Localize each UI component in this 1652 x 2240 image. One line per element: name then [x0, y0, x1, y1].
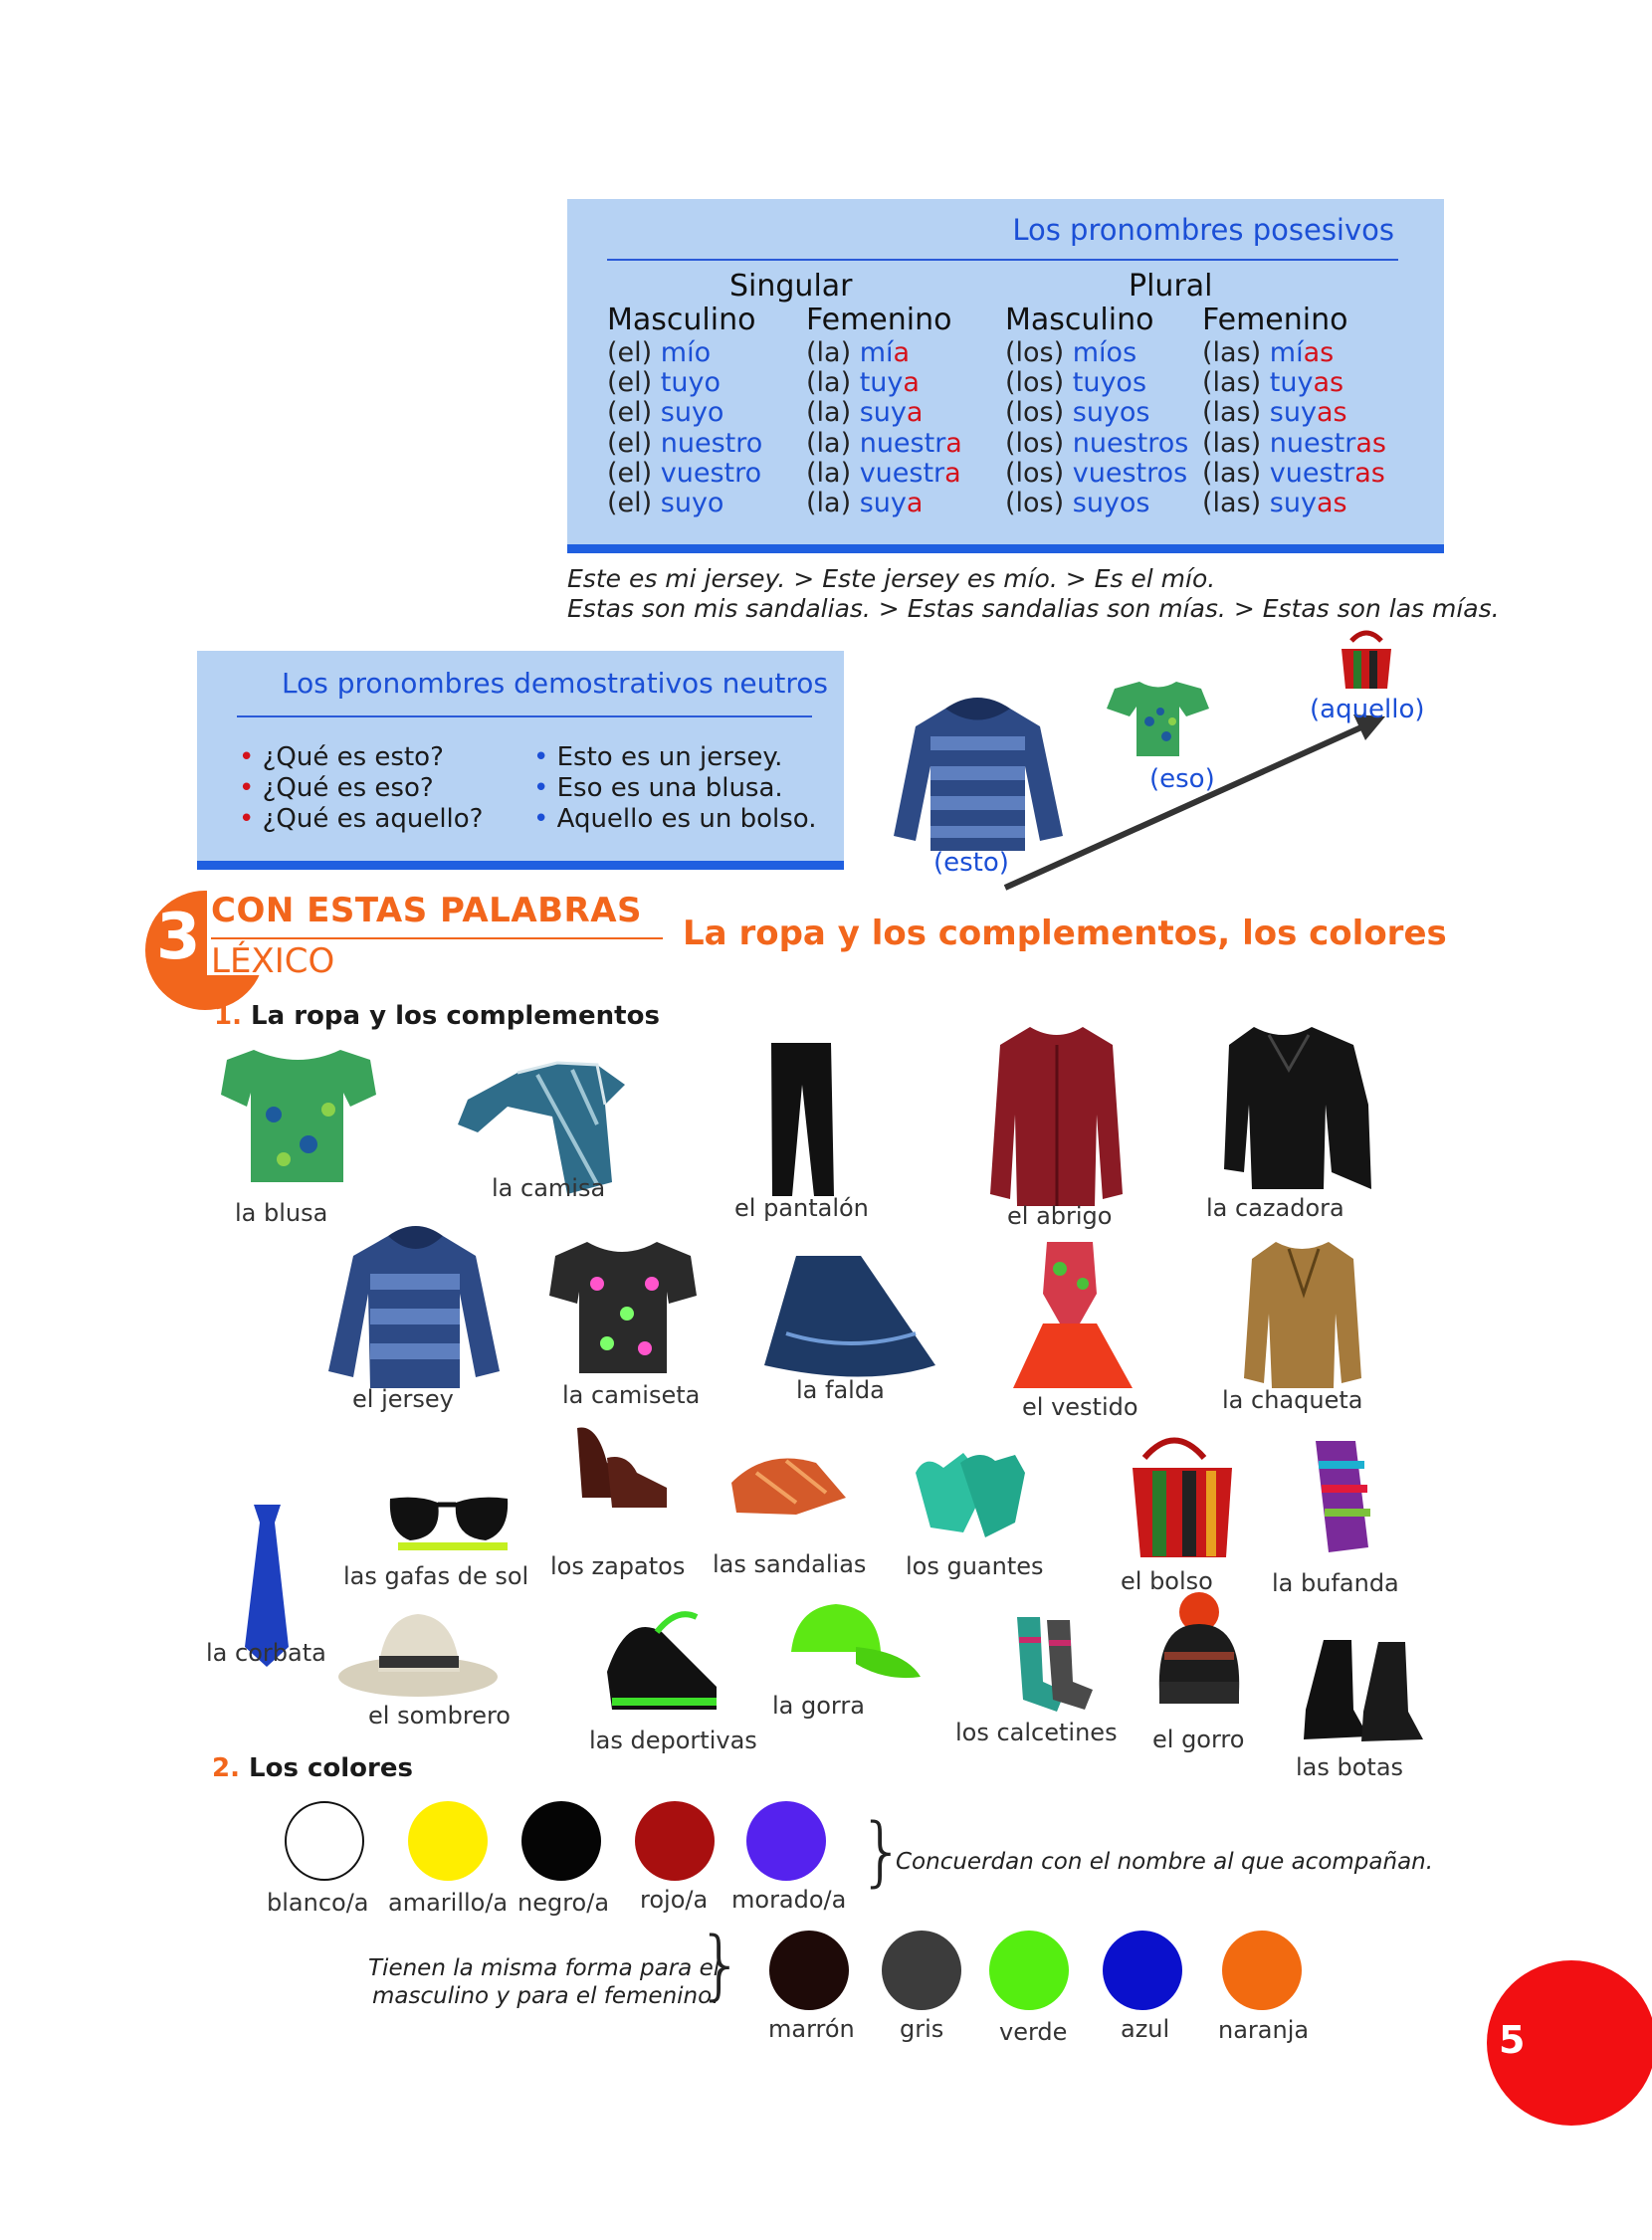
- hat-icon: [338, 1614, 498, 1697]
- colors-heading: 2. Los colores: [212, 1753, 413, 1783]
- swatch-azul: [1103, 1931, 1182, 2010]
- clothing-label-bufanda: la bufanda: [1272, 1569, 1399, 1597]
- swatch-blanco: [285, 1801, 364, 1881]
- col-head-plur-fem: Femenino: [1202, 303, 1348, 337]
- clothing-label-camisa: la camisa: [492, 1174, 606, 1202]
- possessive-form: (el) tuyo: [607, 367, 721, 399]
- possessive-form: (los) nuestros: [1005, 427, 1189, 459]
- possessive-form: (la) vuestra: [806, 457, 961, 489]
- swatch-marron: [769, 1931, 849, 2010]
- col-head-sing-fem: Femenino: [806, 303, 952, 337]
- sandals-icon: [731, 1459, 846, 1516]
- clothing-label-bolso: el bolso: [1121, 1567, 1213, 1595]
- color-label-marron: marrón: [768, 2015, 855, 2043]
- sneakers-icon: [607, 1614, 717, 1710]
- clothing-label-gorro: el gorro: [1152, 1726, 1245, 1753]
- swatch-amarillo: [408, 1801, 488, 1881]
- possessive-form: (las) tuyas: [1202, 367, 1344, 399]
- jacket-icon: [1224, 1027, 1371, 1189]
- possessive-form: (el) suyo: [607, 488, 724, 519]
- color-label-morado: morado/a: [731, 1886, 847, 1914]
- possessive-form: (las) suyas: [1202, 397, 1347, 429]
- example-sentence-1: Este es mi jersey. > Este jersey es mío. > Es el mío.: [567, 564, 1216, 593]
- demonstrative-title: Los pronombres demostrativos neutros: [282, 667, 828, 700]
- swatch-rojo: [635, 1801, 715, 1881]
- clothing-label-zapatos: los zapatos: [550, 1552, 686, 1580]
- shoes-icon: [577, 1427, 667, 1508]
- possessive-form: (las) vuestras: [1202, 457, 1385, 489]
- example-sentence-2: Estas son mis sandalias. > Estas sandalias son mías. > Estas son las mías.: [567, 594, 1500, 623]
- col-head-sing-masc: Masculino: [607, 303, 756, 337]
- question-item: • ¿Qué es aquello?: [239, 804, 484, 834]
- clothing-label-cazadora: la cazadora: [1206, 1194, 1344, 1222]
- brace-icon: }: [858, 1806, 907, 1895]
- question-item: • ¿Qué es esto?: [239, 742, 444, 772]
- section-heading: La ropa y los complementos, los colores: [683, 914, 1447, 953]
- possessive-form: (el) mío: [607, 337, 712, 368]
- sunglasses-icon: [390, 1498, 508, 1550]
- handbag-icon: [1133, 1441, 1232, 1558]
- clothing-label-sombrero: el sombrero: [368, 1702, 511, 1730]
- variable-colors-note: Concuerdan con el nombre al que acompañan.: [896, 1849, 1434, 1875]
- clothing-label-botas: las botas: [1296, 1753, 1404, 1781]
- clothing-label-falda: la falda: [796, 1376, 885, 1404]
- gloves-icon: [916, 1453, 1025, 1537]
- possessive-form: (el) suyo: [607, 397, 724, 429]
- color-label-blanco: blanco/a: [267, 1889, 369, 1917]
- question-item: • ¿Qué es eso?: [239, 773, 434, 803]
- color-label-negro: negro/a: [517, 1889, 610, 1917]
- possessive-form: (los) míos: [1005, 337, 1137, 368]
- brace-icon: }: [697, 1920, 745, 2008]
- possessive-form: (las) nuestras: [1202, 427, 1386, 459]
- clothing-label-gafas: las gafas de sol: [343, 1562, 529, 1590]
- possessive-form: (los) suyos: [1005, 488, 1150, 519]
- clothing-label-pantalon: el pantalón: [734, 1194, 869, 1222]
- clothing-heading: 1. La ropa y los complementos: [214, 1001, 660, 1031]
- possessive-title: Los pronombres posesivos: [1012, 213, 1394, 247]
- label-aquello: (aquello): [1310, 695, 1425, 724]
- beanie-icon: [1159, 1592, 1239, 1704]
- clothing-label-chaqueta: la chaqueta: [1222, 1386, 1363, 1414]
- col-head-plur-masc: Masculino: [1005, 303, 1154, 337]
- swatch-negro: [521, 1801, 601, 1881]
- answer-item: • Eso es una blusa.: [533, 773, 783, 803]
- skirt-icon: [764, 1256, 935, 1377]
- jersey-icon: [328, 1226, 500, 1388]
- clothing-label-sandalias: las sandalias: [713, 1550, 867, 1578]
- color-label-amarillo: amarillo/a: [388, 1889, 509, 1917]
- color-label-azul: azul: [1121, 2015, 1170, 2043]
- swatch-verde: [989, 1931, 1069, 2010]
- color-label-naranja: naranja: [1218, 2016, 1310, 2044]
- possessive-form: (los) suyos: [1005, 397, 1150, 429]
- section-title: CON ESTAS PALABRAS: [211, 891, 643, 930]
- clothing-label-vestido: el vestido: [1022, 1393, 1138, 1421]
- section-subtitle: LÉXICO: [211, 941, 335, 981]
- possessive-form: (las) mías: [1202, 337, 1335, 368]
- coat-icon: [990, 1027, 1123, 1206]
- clothing-label-jersey: el jersey: [352, 1385, 454, 1413]
- color-label-rojo: rojo/a: [640, 1886, 709, 1914]
- trousers-icon: [771, 1043, 834, 1196]
- swatch-gris: [882, 1931, 961, 2010]
- color-label-gris: gris: [900, 2015, 944, 2043]
- invariable-note-line-2: masculino y para el femenino.: [372, 1983, 720, 2009]
- clothing-label-camiseta: la camiseta: [562, 1381, 701, 1409]
- swatch-naranja: [1222, 1931, 1302, 2010]
- color-label-verde: verde: [999, 2018, 1068, 2046]
- page-number: 5: [1499, 2018, 1526, 2062]
- scarf-icon: [1316, 1441, 1370, 1552]
- possessive-form: (la) mía: [806, 337, 911, 368]
- tshirt-icon: [549, 1242, 697, 1373]
- invariable-note-line-1: Tienen la misma forma para el: [368, 1955, 721, 1981]
- blazer-icon: [1244, 1242, 1361, 1388]
- possessive-form: (los) tuyos: [1005, 367, 1147, 399]
- singular-heading: Singular: [729, 269, 853, 304]
- label-eso: (eso): [1149, 764, 1215, 794]
- boots-icon: [1304, 1640, 1423, 1741]
- clothing-label-calcetines: los calcetines: [955, 1719, 1118, 1746]
- clothing-label-abrigo: el abrigo: [1007, 1202, 1113, 1230]
- clothing-label-blusa: la blusa: [235, 1199, 328, 1227]
- plural-heading: Plural: [1129, 269, 1213, 304]
- swatch-morado: [746, 1801, 826, 1881]
- blouse-icon: [221, 1050, 376, 1182]
- clothing-label-guantes: los guantes: [906, 1552, 1044, 1580]
- cap-icon: [791, 1604, 921, 1678]
- possessive-form: (el) nuestro: [607, 427, 763, 459]
- clothing-label-deportivas: las deportivas: [589, 1727, 757, 1754]
- clothing-label-gorra: la gorra: [772, 1692, 865, 1720]
- possessive-form: (la) nuestra: [806, 427, 962, 459]
- answer-item: • Aquello es un bolso.: [533, 804, 817, 834]
- socks-icon: [1017, 1617, 1093, 1712]
- label-esto: (esto): [933, 848, 1009, 878]
- possessive-form: (la) suya: [806, 397, 924, 429]
- possessive-form: (los) vuestros: [1005, 457, 1188, 489]
- possessive-form: (las) suyas: [1202, 488, 1347, 519]
- possessive-form: (la) tuya: [806, 367, 920, 399]
- possessive-form: (la) suya: [806, 488, 924, 519]
- possessive-form: (el) vuestro: [607, 457, 762, 489]
- section-number: 3: [156, 901, 201, 974]
- dress-icon: [1013, 1242, 1133, 1388]
- clothing-label-corbata: la corbata: [206, 1639, 326, 1667]
- answer-item: • Esto es un jersey.: [533, 742, 783, 772]
